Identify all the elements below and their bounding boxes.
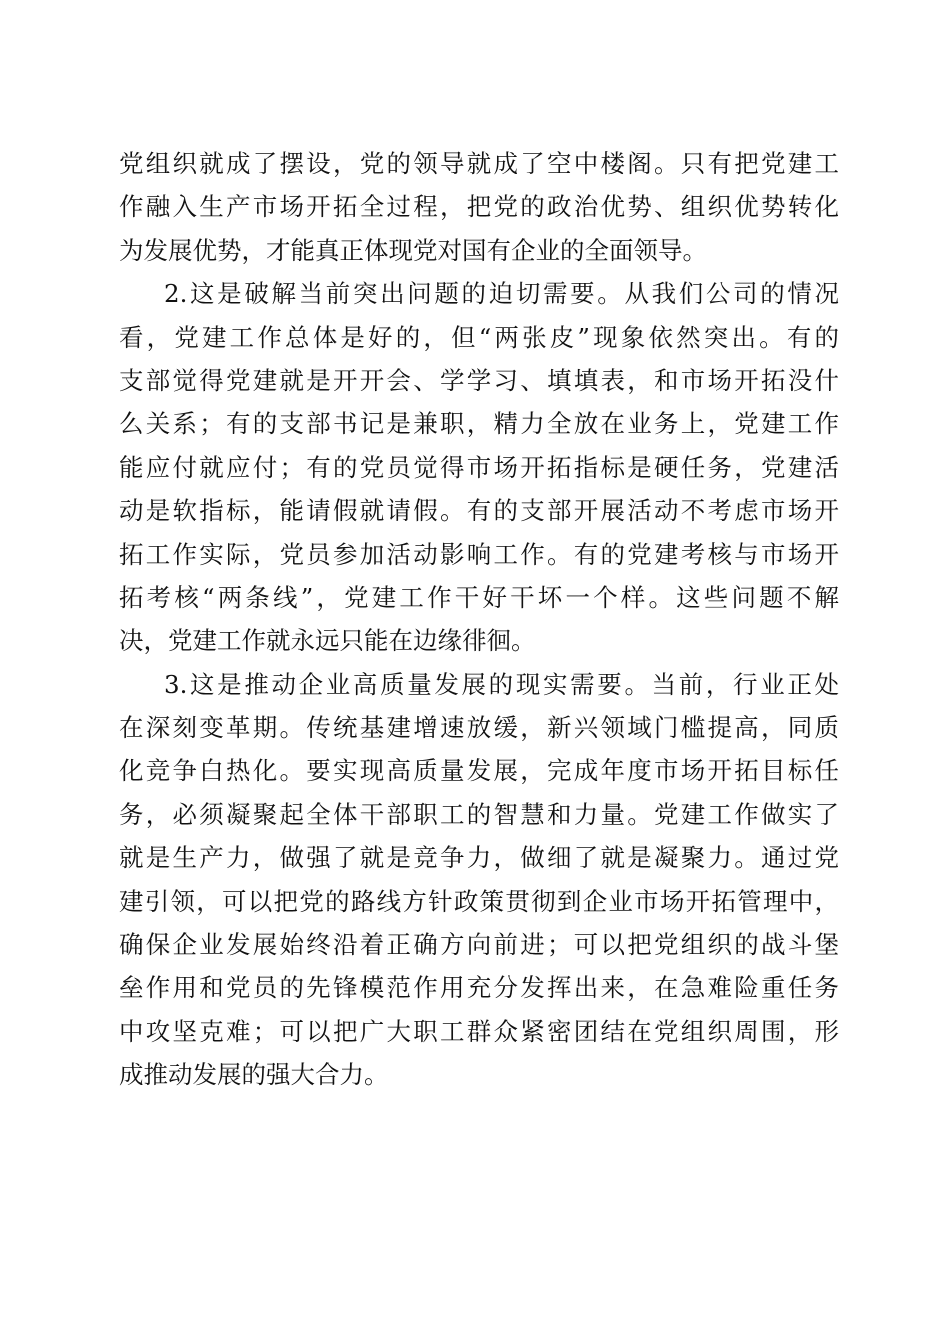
text-line: 看，党建工作总体是好的，但“两张皮”现象依然突出。有的 — [119, 322, 839, 352]
text-line: 3.这是推动企业高质量发展的现实需要。当前，行业正处 — [164, 669, 839, 699]
text-line: 么关系；有的支部书记是兼职，精力全放在业务上，党建工作 — [119, 409, 839, 439]
text-line: 作融入生产市场开拓全过程，把党的政治优势、组织优势转化 — [119, 192, 839, 222]
paragraph — [119, 663, 839, 1097]
paragraph — [119, 142, 839, 272]
text-line: 就是生产力，做强了就是竞争力，做细了就是凝聚力。通过党 — [119, 843, 839, 873]
text-line: 为发展优势，才能真正体现党对国有企业的全面领导。 — [119, 235, 707, 265]
text-line: 中攻坚克难；可以把广大职工群众紧密团结在党组织周围，形 — [119, 1016, 839, 1046]
text-line: 建引领，可以把党的路线方针政策贯彻到企业市场开拓管理中， — [119, 886, 839, 916]
text-line: 2.这是破解当前突出问题的迫切需要。从我们公司的情况 — [164, 279, 839, 309]
text-line: 成推动发展的强大合力。 — [119, 1060, 389, 1090]
text-line: 动是软指标，能请假就请假。有的支部开展活动不考虑市场开 — [119, 496, 839, 526]
text-line: 党组织就成了摆设，党的领导就成了空中楼阁。只有把党建工 — [119, 149, 839, 178]
text-line: 能应付就应付；有的党员觉得市场开拓指标是硬任务，党建活 — [119, 452, 839, 482]
document-body — [119, 142, 839, 1097]
text-line: 垒作用和党员的先锋模范作用充分发挥出来，在急难险重任务 — [119, 973, 839, 1003]
text-line: 拓工作实际，党员参加活动影响工作。有的党建考核与市场开 — [119, 539, 839, 569]
paragraph — [119, 272, 839, 663]
text-line: 拓考核“两条线”，党建工作干好干坏一个样。这些问题不解 — [119, 582, 839, 612]
text-line: 化竞争白热化。要实现高质量发展，完成年度市场开拓目标任 — [119, 756, 839, 786]
text-line: 决，党建工作就永远只能在边缘徘徊。 — [119, 626, 536, 656]
text-line: 务，必须凝聚起全体干部职工的智慧和力量。党建工作做实了 — [119, 799, 839, 829]
text-line: 确保企业发展始终沿着正确方向前进；可以把党组织的战斗堡 — [119, 930, 839, 960]
text-line: 在深刻变革期。传统基建增速放缓，新兴领域门槛提高，同质 — [119, 713, 839, 743]
text-line: 支部觉得党建就是开开会、学学习、填填表，和市场开拓没什 — [119, 365, 839, 395]
